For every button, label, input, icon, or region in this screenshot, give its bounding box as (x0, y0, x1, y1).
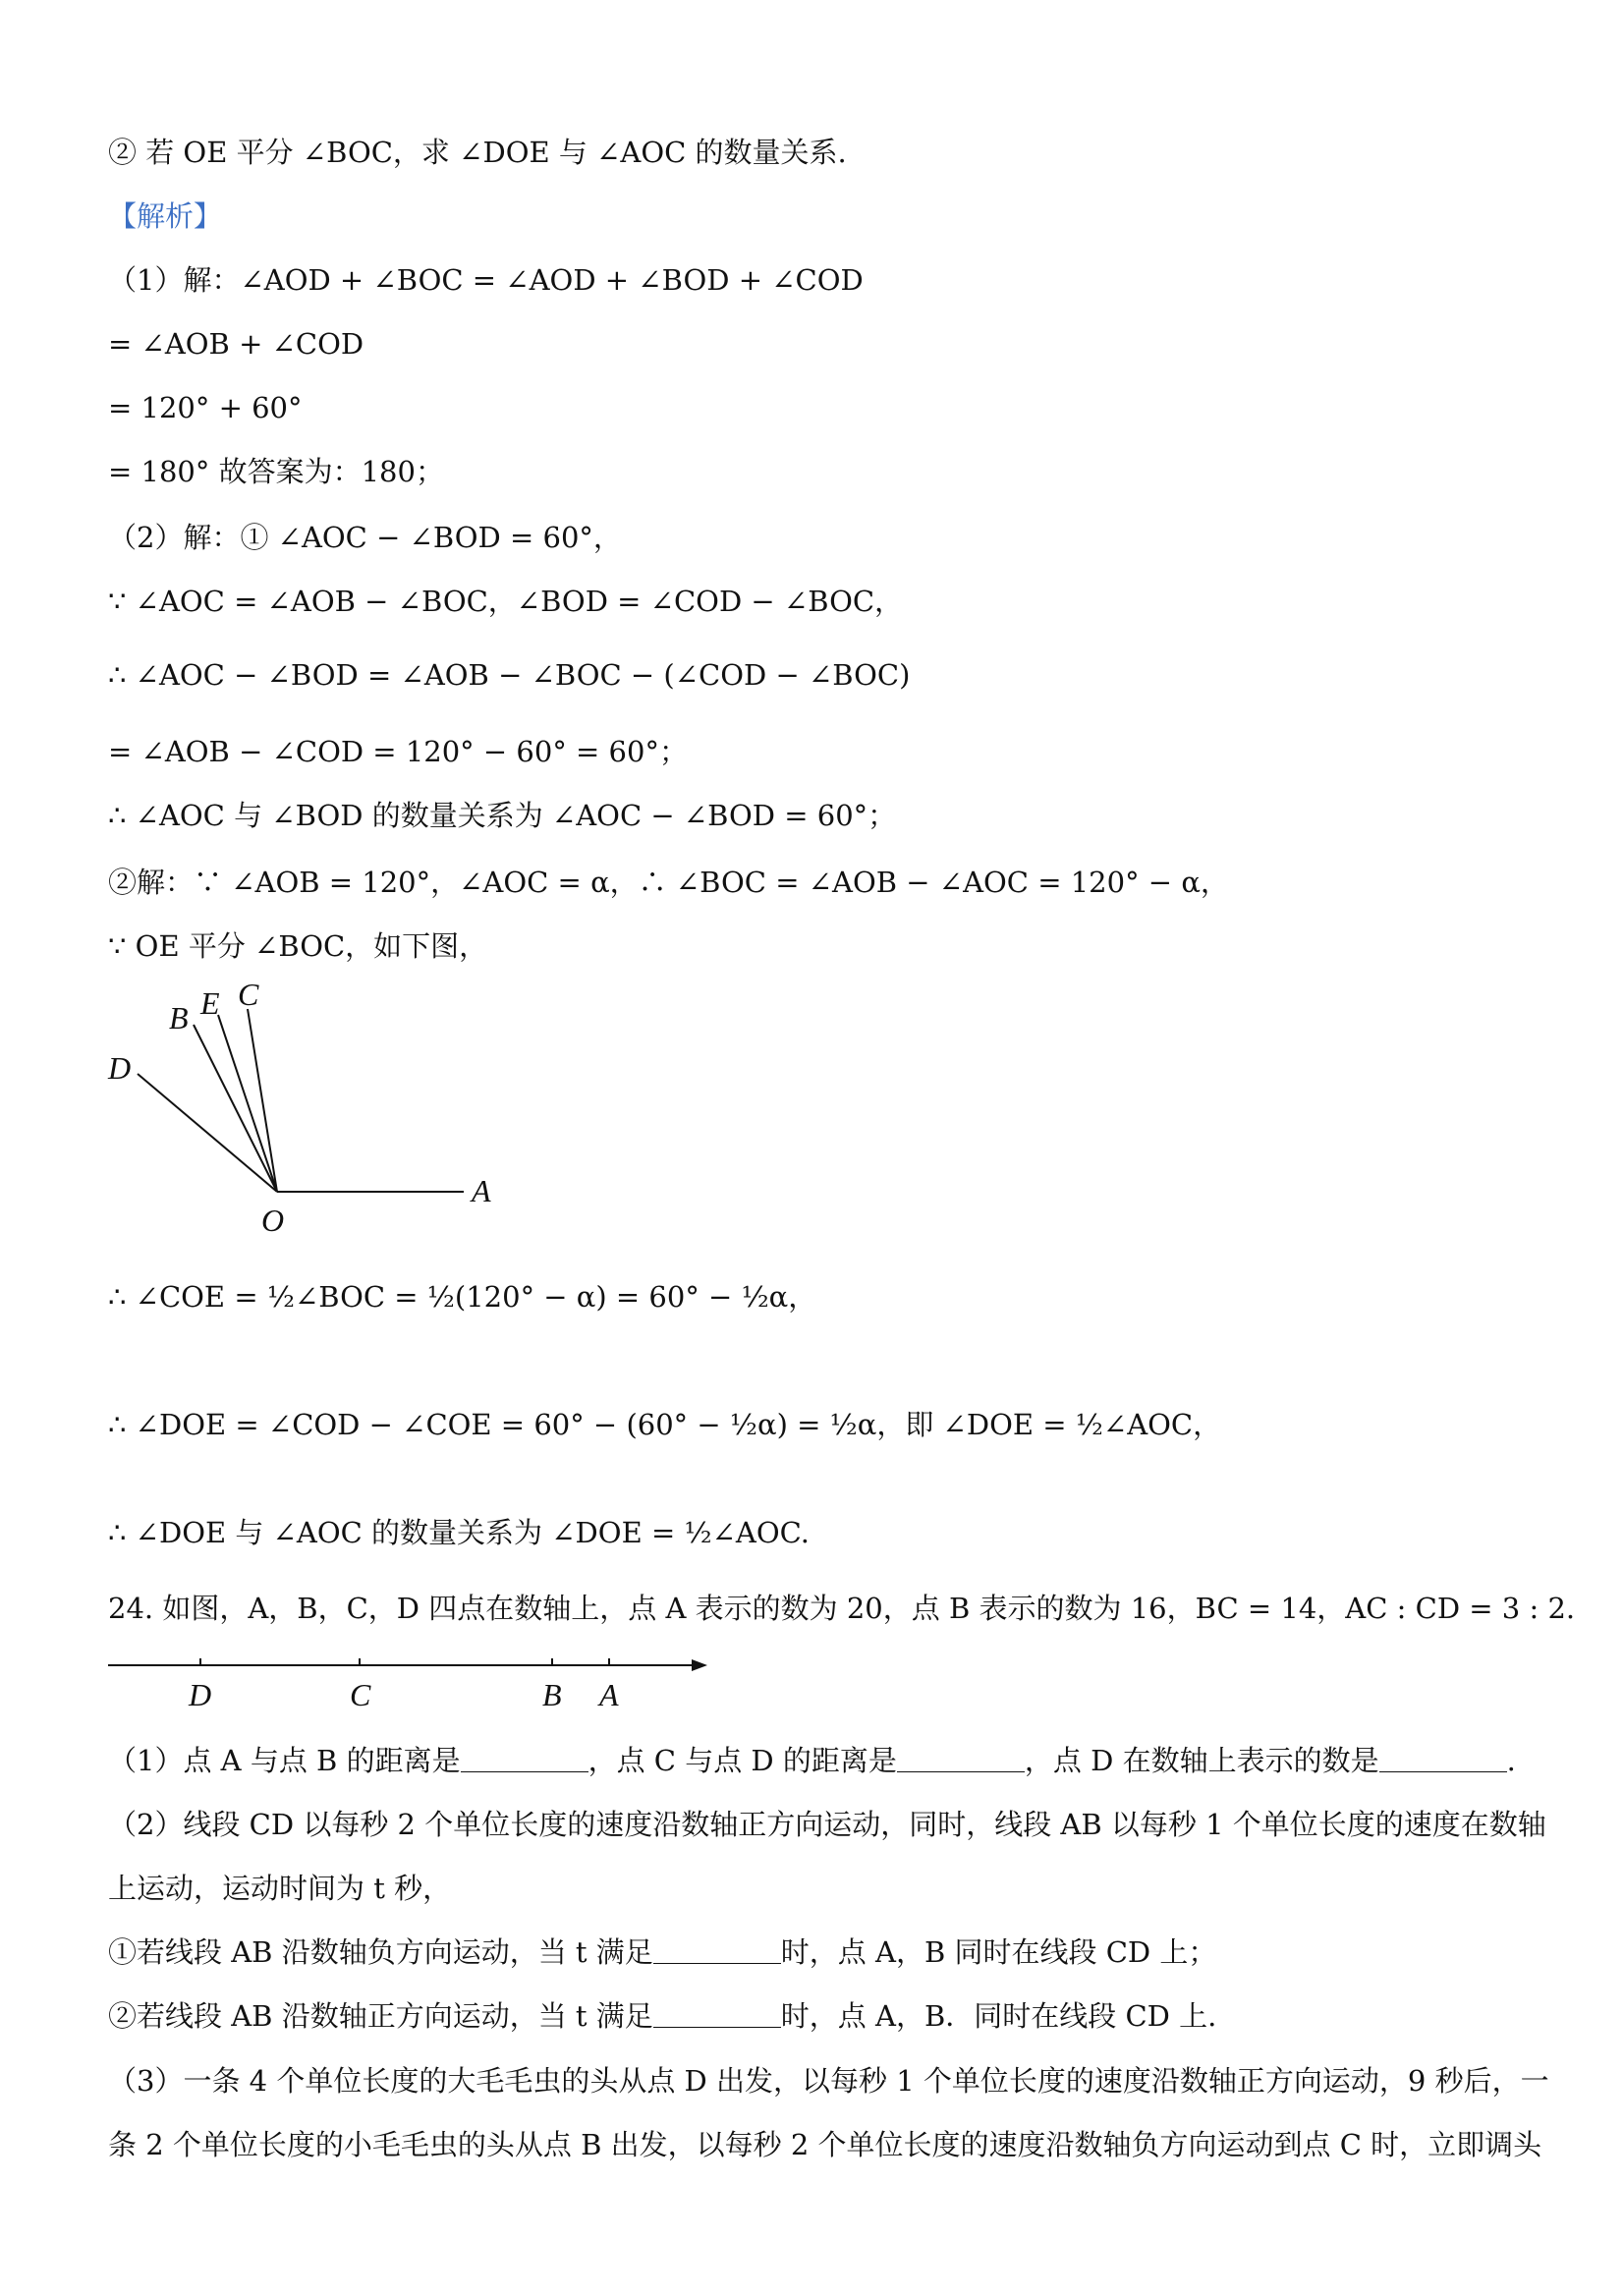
text-line: 条 2 个单位长度的小毛毛虫的头从点 B 出发，以每秒 2 个单位长度的速度沿数轴负方向运动到点 C 时，立即调头 (108, 2128, 1542, 2161)
text-line: ∴ ∠COE = ½∠BOC = ½(120° − α) = 60° − ½α， (108, 1280, 817, 1314)
question-part-2a: ①若线段 AB 沿数轴负方向运动，当 t 满足 时，点 A，B 同时在线段 CD 上； (108, 1935, 1217, 1969)
answer-blank-ab-distance[interactable] (461, 1744, 588, 1772)
answer-blank-cd-distance[interactable] (897, 1744, 1025, 1772)
question-24-stem: 24. 如图，A，B，C，D 四点在数轴上，点 A 表示的数为 20，点 B 表示的数为 16，BC = 14，AC : CD = 3 : 2. (108, 1592, 1576, 1625)
text-line: ∴ ∠AOC − ∠BOD = ∠AOB − ∠BOC − (∠COD − ∠BOC) (108, 658, 911, 692)
text-line: ∴ ∠AOC 与 ∠BOD 的数量关系为 ∠AOC − ∠BOD = 60°； (108, 799, 897, 832)
answer-blank-d-value[interactable] (1379, 1744, 1507, 1772)
text-line: = ∠AOB + ∠COD (108, 327, 364, 361)
label-C: C (238, 978, 259, 1012)
number-line-label-C: C (350, 1677, 371, 1712)
text-line: ② 若 OE 平分 ∠BOC，求 ∠DOE 与 ∠AOC 的数量关系. (108, 136, 847, 169)
text-line: = 180° 故答案为：180； (108, 455, 444, 488)
text-line: ②解：∵ ∠AOB = 120°，∠AOC = α，∴ ∠BOC = ∠AOB − ∠AOC = 120° − α， (108, 866, 1229, 899)
label-E: E (200, 985, 220, 1021)
number-line-label-D: D (189, 1677, 212, 1712)
text-line: = 120° + 60° (108, 391, 303, 424)
question-part-2b: ②若线段 AB 沿数轴正方向运动，当 t 满足 时，点 A，B．同时在线段 CD 上. (108, 1999, 1217, 2033)
answer-blank-t-negative[interactable] (653, 1935, 781, 1964)
number-line-label-A: A (599, 1677, 619, 1712)
text-line: ∴ ∠DOE = ∠COD − ∠COE = 60° − (60° − ½α) = ½α，即 ∠DOE = ½∠AOC， (108, 1408, 1222, 1441)
text-line: （2）线段 CD 以每秒 2 个单位长度的速度沿数轴正方向运动，同时，线段 AB 以每秒 1 个单位长度的速度在数轴 (108, 1808, 1546, 1841)
label-D: D (108, 1050, 132, 1086)
number-line-label-B: B (542, 1677, 562, 1712)
text-line: ∴ ∠DOE 与 ∠AOC 的数量关系为 ∠DOE = ½∠AOC. (108, 1516, 810, 1549)
angle-figure (98, 978, 511, 1243)
label-B: B (169, 1000, 189, 1036)
label-O: O (261, 1203, 285, 1238)
answer-blank-t-positive[interactable] (653, 1999, 781, 2028)
text-line: = ∠AOB − ∠COD = 120° − 60° = 60°； (108, 735, 688, 768)
analysis-heading: 【解析】 (108, 199, 223, 233)
text-line: （1）解：∠AOD + ∠BOC = ∠AOD + ∠BOD + ∠COD (108, 263, 864, 297)
label-A: A (472, 1173, 491, 1208)
text-line: 上运动，运动时间为 t 秒， (108, 1872, 452, 1905)
question-part-1: （1）点 A 与点 B 的距离是 ，点 C 与点 D 的距离是 ，点 D 在数轴上表示的数是 . (108, 1744, 1516, 1777)
text-line: ∵ ∠AOC = ∠AOB − ∠BOC，∠BOD = ∠COD − ∠BOC， (108, 585, 904, 618)
number-line-figure (98, 1641, 727, 1729)
text-line: （2）解：① ∠AOC − ∠BOD = 60°， (108, 521, 622, 554)
text-line: （3）一条 4 个单位长度的大毛毛虫的头从点 D 出发，以每秒 1 个单位长度的速度沿数轴正方向运动，9 秒后，一 (108, 2064, 1549, 2098)
text-line: ∵ OE 平分 ∠BOC，如下图， (108, 929, 488, 963)
